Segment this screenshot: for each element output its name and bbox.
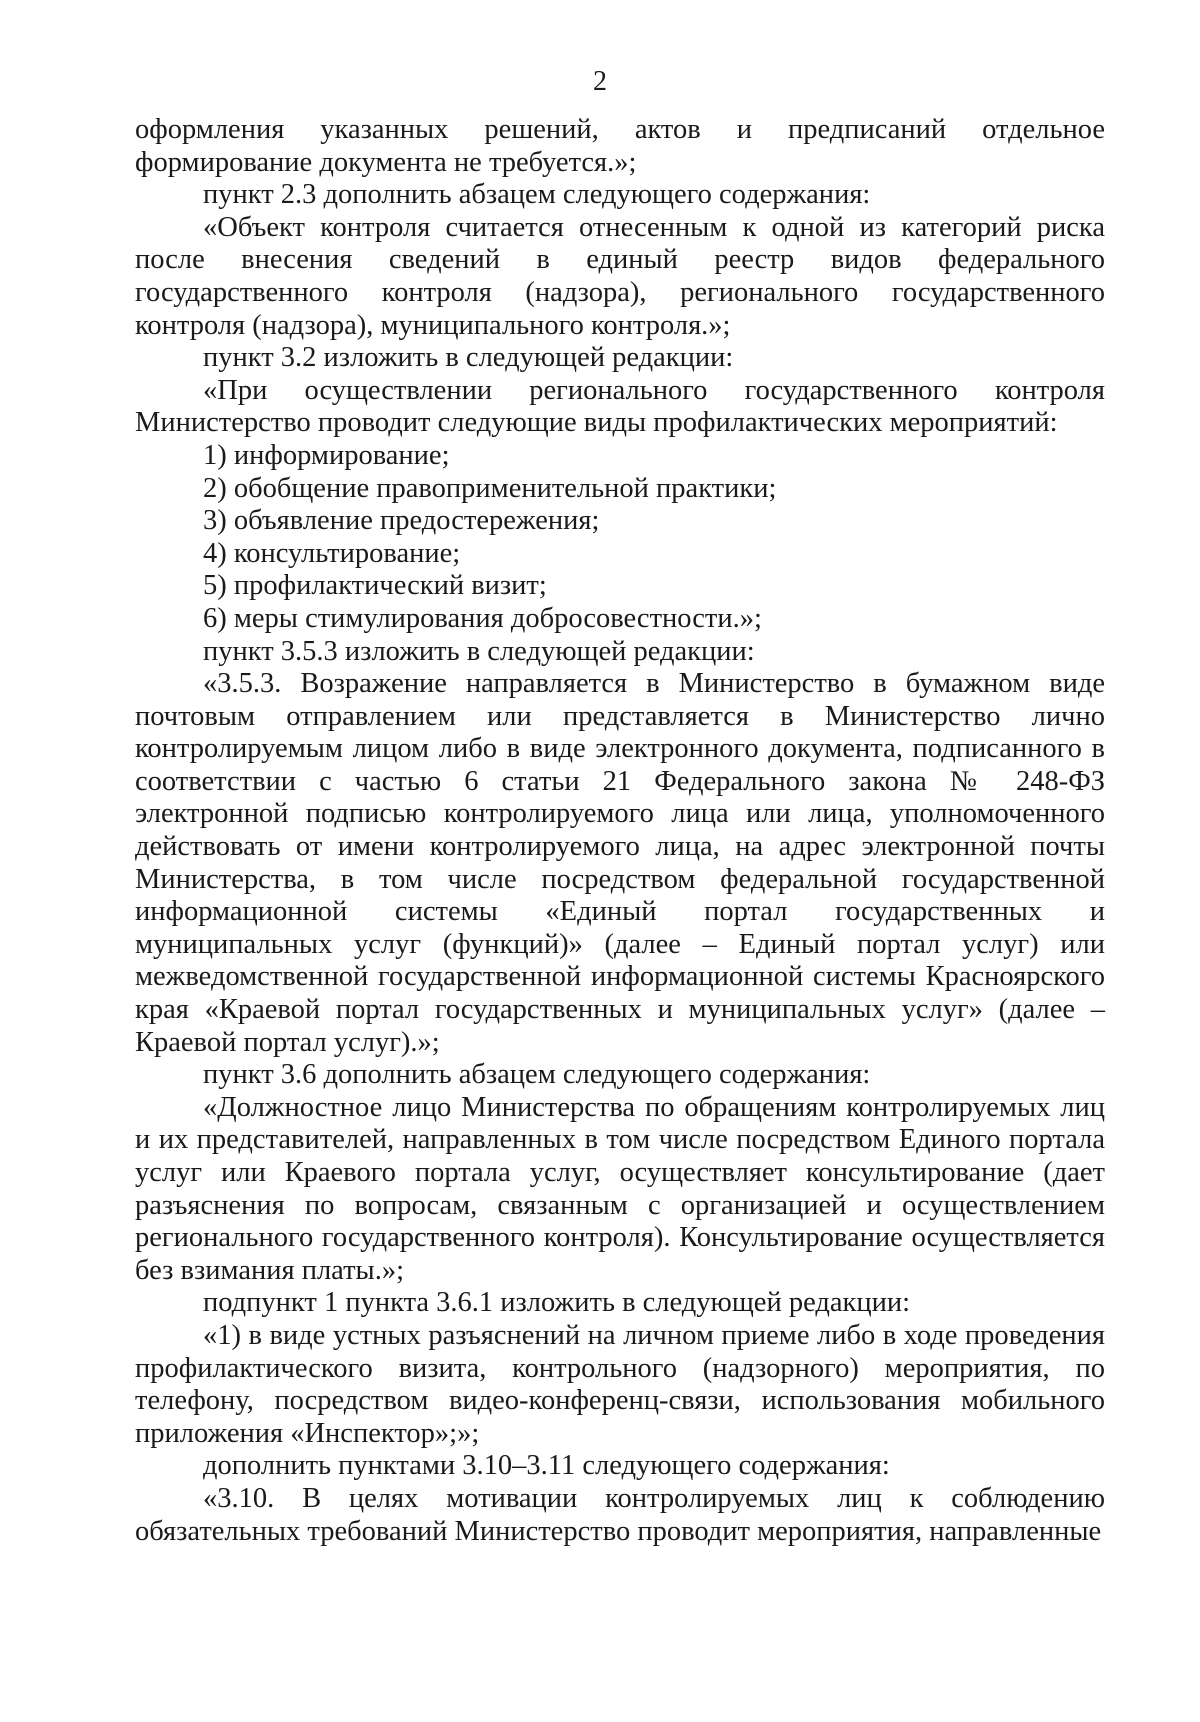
paragraph: пункт 2.3 дополнить абзацем следующего содержания: bbox=[203, 179, 871, 211]
paragraph: пункт 3.5.3 изложить в следующей редакции: bbox=[203, 635, 755, 667]
list-item: 6) меры стимулирования добросовестности.»; bbox=[203, 602, 762, 634]
paragraph: «3.5.3. Возражение направляется в Министерство в бумажном виде почтовым отправлением или представляется в Министерство лично контролируемым лицом либо в виде электронного документа, подписанного в соответствии с частью 6 статьи 21 Федерального закона № 248-ФЗ электронной подписью контролируемого лица или лица, уполномоченного действовать от имени контролируемого лица, на адрес электронной почты Министерства, в том числе посредством федеральной государственной информационной системы «Единый портал государственных и муниципальных услуг (функций)» (далее – Единый портал услуг) или межведомственной государственной информационной системы Красноярского края «Краевой портал государственных и муниципальных услуг» (далее – Краевой портал услуг).»; bbox=[135, 668, 1105, 1058]
list-item: 4) консультирование; bbox=[203, 537, 461, 569]
list-item: 1) информирование; bbox=[203, 439, 450, 471]
paragraph: пункт 3.6 дополнить абзацем следующего содержания: bbox=[203, 1059, 871, 1091]
paragraph: «3.10. В целях мотивации контролируемых лиц к соблюдению обязательных требований Министерство проводит мероприятия, направленные bbox=[135, 1482, 1105, 1547]
list-item: 3) объявление предостережения; bbox=[203, 505, 600, 537]
page-number: 2 bbox=[593, 66, 607, 97]
paragraph: пункт 3.2 изложить в следующей редакции: bbox=[203, 342, 734, 374]
paragraph: «При осуществлении регионального государственного контроля Министерство проводит следующие виды профилактических мероприятий: bbox=[135, 374, 1105, 439]
list-item: 5) профилактический визит; bbox=[203, 570, 547, 602]
paragraph: «1) в виде устных разъяснений на личном приеме либо в ходе проведения профилактического визита, контрольного (надзорного) мероприятия, по телефону, посредством видео-конференц-связи, использования мобильного приложения «Инспектор»;»; bbox=[135, 1319, 1105, 1449]
paragraph: «Объект контроля считается отнесенным к одной из категорий риска после внесения сведений в единый реестр видов федерального государственного контроля (надзора), регионального государственного контроля (надзора), муниципального контроля.»; bbox=[135, 211, 1105, 341]
paragraph: дополнить пунктами 3.10–3.11 следующего содержания: bbox=[203, 1450, 890, 1482]
list-item: 2) обобщение правоприменительной практики; bbox=[203, 472, 777, 504]
paragraph: оформления указанных решений, актов и предписаний отдельное формирование документа не требуется.»; bbox=[135, 114, 1105, 178]
paragraph: подпункт 1 пункта 3.6.1 изложить в следующей редакции: bbox=[203, 1287, 911, 1319]
document-body bbox=[135, 114, 1105, 1548]
paragraph: «Должностное лицо Министерства по обращениям контролируемых лиц и их представителей, направленных в том числе посредством Единого портала услуг или Краевого портала услуг, осуществляет консультирование (дает разъяснения по вопросам, связанным с организацией и осуществлением регионального государственного контроля). Консультирование осуществляется без взимания платы.»; bbox=[135, 1091, 1105, 1286]
